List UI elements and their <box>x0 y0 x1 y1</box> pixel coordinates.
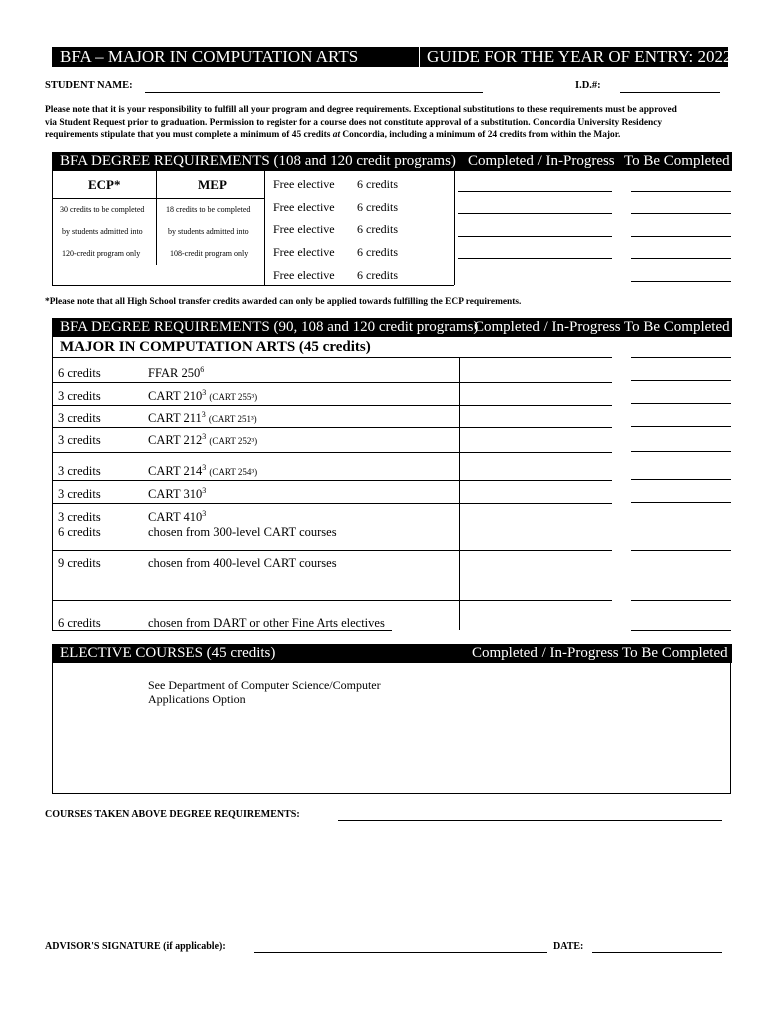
grid-line <box>459 357 460 630</box>
major-row-credits: 3 credits <box>58 433 101 447</box>
major-row-course: FFAR $250^6$ <box>148 364 205 380</box>
notice-line-3: requirements stipulate that you must complete a minimum of 45 credits at Concordia, including a minimum of 24 credits from within the Major. <box>45 130 621 140</box>
header-left-title: BFA – MAJOR IN COMPUTATION ARTS <box>60 47 359 66</box>
major-row-credits: 3 credits <box>58 411 101 425</box>
row-divider <box>52 600 612 601</box>
major-row-course: CART $310^3$ <box>148 485 207 501</box>
student-name-label: STUDENT NAME: <box>45 80 133 91</box>
major-row-credits: 3 credits <box>58 389 101 403</box>
major-row-credits: 6 credits <box>58 616 101 630</box>
elective-completed-heading: Completed / In-Progress <box>472 645 619 661</box>
elective-tobe-heading: To Be Completed <box>622 645 728 661</box>
header-bar <box>52 47 732 67</box>
degree-completed-heading: Completed / In-Progress <box>468 153 615 169</box>
tobe-field[interactable] <box>631 600 731 601</box>
free-elective-2: Free elective <box>273 200 335 214</box>
elective-text-1: See Department of Computer Science/Computer <box>148 678 381 692</box>
tobe-field[interactable] <box>631 630 731 631</box>
mep-heading: MEP <box>198 177 227 192</box>
id-field[interactable] <box>620 92 720 93</box>
free-elective-1: Free elective <box>273 177 335 191</box>
major-subtitle: MAJOR IN COMPUTATION ARTS (45 credits) <box>60 339 371 355</box>
courses-above-label: COURSES TAKEN ABOVE DEGREE REQUIREMENTS: <box>45 809 300 820</box>
free-elective-credits-5: 6 credits <box>357 268 398 282</box>
notice-paragraph <box>45 104 735 142</box>
major-section-title: BFA DEGREE REQUIREMENTS (90, 108 and 120 credit programs) <box>60 319 479 335</box>
header-right-title: GUIDE FOR THE YEAR OF ENTRY: 2022 <box>427 47 732 66</box>
advisor-signature-label: ADVISOR'S SIGNATURE (if applicable): <box>45 941 226 952</box>
row-divider <box>52 480 612 481</box>
completed-field[interactable] <box>458 258 612 259</box>
date-field[interactable] <box>592 952 722 953</box>
grid-line <box>52 357 612 358</box>
elective-section-title: ELECTIVE COURSES (45 credits) <box>60 645 276 661</box>
row-divider <box>52 503 612 504</box>
completed-field[interactable] <box>458 213 612 214</box>
free-elective-credits-4: 6 credits <box>357 245 398 259</box>
tobe-field[interactable] <box>631 213 731 214</box>
major-row-credits: 6 credits <box>58 525 101 539</box>
free-elective-4: Free elective <box>273 245 335 259</box>
major-row-credits: 6 credits <box>58 366 101 380</box>
advisor-signature-field[interactable] <box>254 952 547 953</box>
row-divider <box>52 550 612 551</box>
major-row-course: chosen from 300-level CART courses <box>148 525 337 539</box>
major-row-course: chosen from DART or other Fine Arts electives <box>148 616 385 630</box>
grid-line <box>52 285 454 286</box>
grid-line <box>156 171 157 265</box>
free-elective-credits-2: 6 credits <box>357 200 398 214</box>
major-row-course: CART $212^3$ (CART 252³) <box>148 431 258 447</box>
major-row-credits: 3 credits <box>58 510 101 524</box>
row-divider <box>52 382 612 383</box>
major-row-course: chosen from 400-level CART courses <box>148 556 337 570</box>
tobe-field[interactable] <box>631 357 731 358</box>
mep-line-2: by students admitted into <box>168 227 249 236</box>
degree-section-title: BFA DEGREE REQUIREMENTS (108 and 120 credit programs) <box>60 153 456 169</box>
tobe-field[interactable] <box>631 403 731 404</box>
ecp-line-3: 120-credit program only <box>62 249 141 258</box>
courses-above-field[interactable] <box>338 820 722 821</box>
major-row-course: CART $211^3$ (CART 251³) <box>148 409 257 425</box>
free-elective-3: Free elective <box>273 222 335 236</box>
tobe-field[interactable] <box>631 502 731 503</box>
tobe-field[interactable] <box>631 191 731 192</box>
major-row-credits: 3 credits <box>58 487 101 501</box>
tobe-field[interactable] <box>631 258 731 259</box>
grid-line <box>52 337 53 630</box>
tobe-field[interactable] <box>631 281 731 282</box>
degree-tobe-heading: To Be Completed <box>624 153 730 169</box>
tobe-field[interactable] <box>631 236 731 237</box>
major-completed-heading: Completed / In-Progress <box>474 319 621 335</box>
completed-field[interactable] <box>458 236 612 237</box>
grid-line <box>52 171 53 285</box>
ecp-heading: ECP* <box>88 177 121 192</box>
major-row-credits: 3 credits <box>58 464 101 478</box>
date-label: DATE: <box>553 941 584 952</box>
major-row-credits: 9 credits <box>58 556 101 570</box>
major-row-course: CART $210^3$ (CART 255³) <box>148 387 258 403</box>
mep-line-3: 108-credit program only <box>170 249 249 258</box>
tobe-field[interactable] <box>631 426 731 427</box>
grid-line <box>454 171 455 285</box>
free-elective-5: Free elective <box>273 268 335 282</box>
tobe-field[interactable] <box>631 550 731 551</box>
completed-field[interactable] <box>458 191 612 192</box>
ecp-footnote: *Please note that all High School transfer credits awarded can only be applied towards fulfilling the ECP requirements. <box>45 297 522 307</box>
major-tobe-heading: To Be Completed <box>624 319 730 335</box>
ecp-line-2: by students admitted into <box>62 227 143 236</box>
header-divider <box>419 47 420 67</box>
notice-line-1: Please note that it is your responsibility to fulfill all your program and degree requirements. Exceptional substitutions to these requirements must be approved <box>45 105 677 115</box>
tobe-field[interactable] <box>631 479 731 480</box>
free-elective-credits-1: 6 credits <box>357 177 398 191</box>
grid-line <box>264 171 265 285</box>
major-row-course: CART $410^3$ <box>148 508 207 524</box>
major-row-course: CART $214^3$ (CART 254³) <box>148 462 258 478</box>
id-label: I.D.#: <box>575 80 601 91</box>
grid-line <box>52 198 264 199</box>
degree-section-bar <box>52 152 732 171</box>
major-section-bar <box>52 318 732 337</box>
student-name-field[interactable] <box>145 92 483 93</box>
row-divider <box>52 405 612 406</box>
elective-text-2: Applications Option <box>148 692 246 706</box>
row-divider <box>52 452 612 453</box>
tobe-field[interactable] <box>631 380 731 381</box>
row-divider <box>52 427 612 428</box>
elective-section-bar <box>52 644 732 663</box>
ecp-line-1: 30 credits to be completed <box>60 205 145 214</box>
free-elective-credits-3: 6 credits <box>357 222 398 236</box>
tobe-field[interactable] <box>631 451 731 452</box>
notice-line-2: via Student Request prior to graduation. Permission to register for a course does not constitute approval of a substitution. Concordia University Residency <box>45 117 663 128</box>
row-divider <box>52 630 392 631</box>
mep-line-1: 18 credits to be completed <box>166 205 251 214</box>
